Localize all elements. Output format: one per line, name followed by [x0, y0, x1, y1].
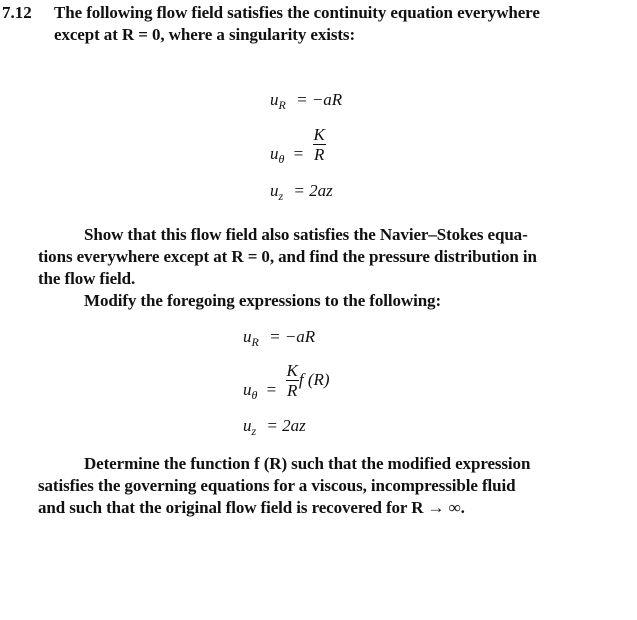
eq1-utheta-eq: = [293, 144, 304, 164]
para2-line-3 [38, 497, 465, 519]
para2-line-2-text: satisfies the governing equations for a viscous, incompressible fluid [38, 476, 516, 495]
eq2-uz-rhs: = 2az [266, 416, 306, 435]
eq1-uz-lhs: u [270, 181, 279, 200]
para2-line-3-text: and such that the original flow field is recovered for R → ∞. [38, 498, 465, 517]
para1-line-4 [84, 290, 441, 312]
eq1-uz [270, 181, 333, 202]
eq1-uR-sub: R [278, 98, 286, 112]
eq2-uR-lhs: u [243, 327, 252, 346]
eq1-uR-lhs: u [270, 90, 279, 109]
para1-line-3-text: the flow field. [38, 269, 136, 288]
eq2-utheta-eq: = [266, 380, 277, 400]
problem-number: 7.12 [2, 3, 32, 22]
eq2-utheta-sub: θ [251, 388, 258, 403]
para1-line-2-text: tions everywhere except at R = 0, and find the pressure distribution in [38, 247, 537, 266]
eq2-uz-lhs: u [243, 416, 252, 435]
eq1-utheta-fraction [313, 125, 326, 164]
para2-line-1-text: Determine the function f (R) such that the modified expression [84, 454, 531, 473]
eq1-uz-sub: z [278, 189, 284, 203]
intro-line-1: The following flow field satisfies the continuity equation everywhere [54, 3, 540, 22]
eq1-uR-rhs: = −aR [296, 90, 343, 109]
eq2-uz [243, 416, 306, 437]
eq2-uR-sub: R [251, 335, 259, 349]
eq1-utheta-den: R [313, 145, 325, 164]
eq2-uz-sub: z [251, 424, 257, 438]
eq2-utheta [243, 361, 330, 403]
intro-line-2: except at R = 0, where a singularity exists: [54, 25, 356, 44]
para1-line-2 [38, 246, 537, 268]
eq2-utheta-fraction [286, 361, 299, 400]
eq1-uR [270, 90, 342, 111]
eq2-utheta-den: R [286, 381, 298, 400]
para1-line-1-text: Show that this flow field also satisfies the Navier–Stokes equa- [84, 225, 528, 244]
eq1-utheta-sub: θ [278, 152, 285, 167]
eq1-utheta [270, 125, 326, 167]
para1-line-3 [38, 268, 135, 290]
eq2-utheta-lhs: u [243, 380, 252, 400]
eq2-utheta-num: K [286, 361, 298, 380]
eq2-uR [243, 327, 315, 348]
eq2-uR-rhs: = −aR [269, 327, 316, 346]
eq2-utheta-tail: f (R) [298, 370, 330, 390]
eq1-utheta-lhs: u [270, 144, 279, 164]
eq1-utheta-num: K [313, 125, 325, 144]
para2-line-2 [38, 475, 515, 497]
eq1-uz-rhs: = 2az [293, 181, 333, 200]
para1-line-4-text: Modify the foregoing expressions to the following: [84, 291, 442, 310]
para2-line-1 [84, 453, 530, 475]
para1-line-1 [84, 224, 528, 246]
